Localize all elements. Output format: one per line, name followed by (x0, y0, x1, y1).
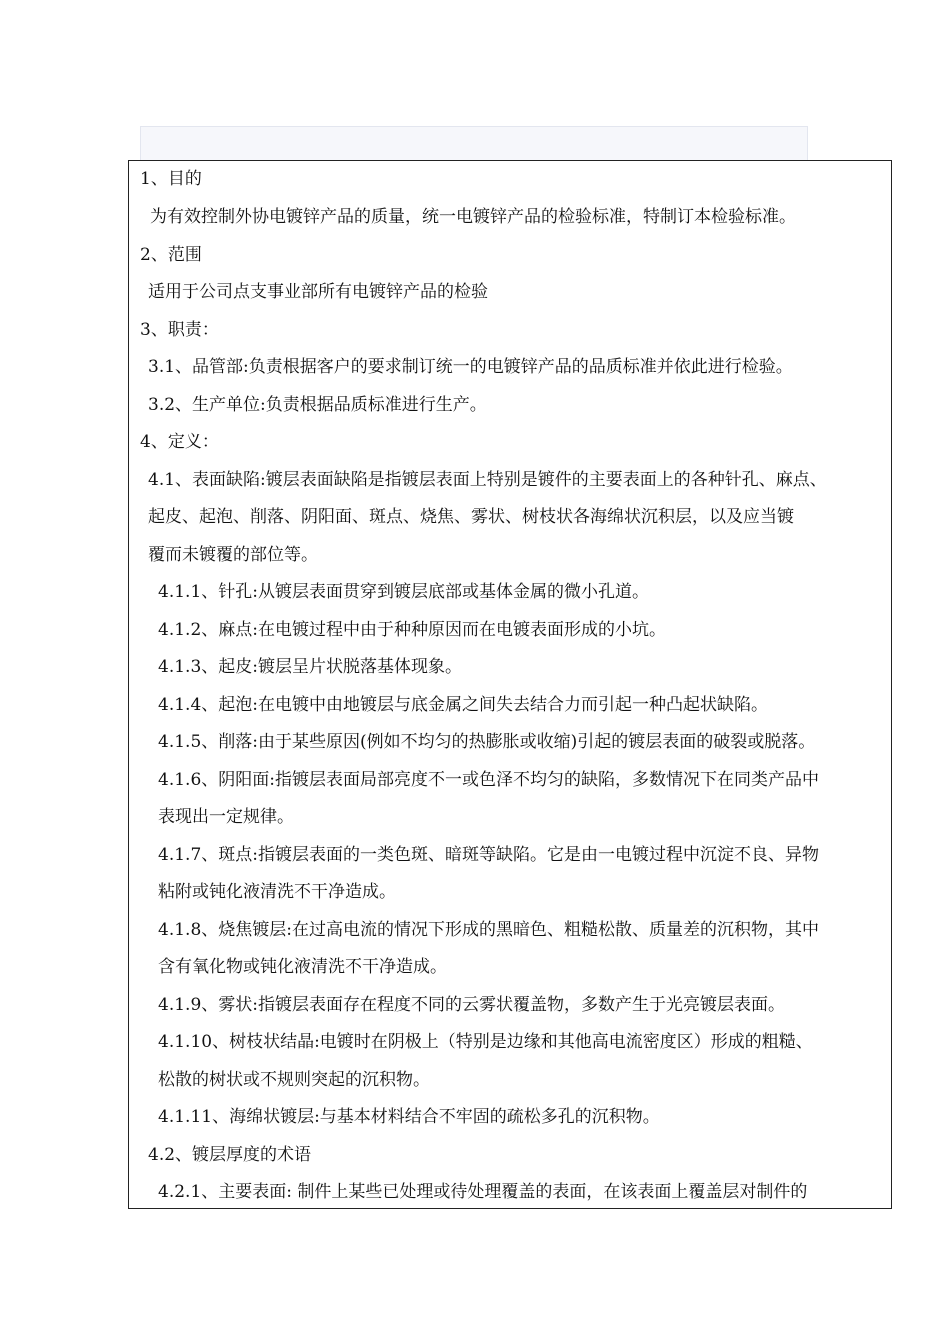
text-line: 松散的树状或不规则突起的沉积物。 (158, 1070, 430, 1090)
section-4-heading: 4、定义： (140, 432, 219, 452)
text-line: 4.1.1、针孔:从镀层表面贯穿到镀层底部或基体金属的微小孔道。 (158, 582, 649, 602)
text-line: 3.1、品管部:负责根据客户的要求制订统一的电镀锌产品的品质标准并依此进行检验。 (148, 357, 793, 377)
content-frame (128, 160, 892, 1209)
text-line: 表现出一定规律。 (158, 807, 294, 827)
text-line: 覆而未镀覆的部位等。 (148, 545, 318, 565)
text-line: 4.1.8、烧焦镀层:在过高电流的情况下形成的黑暗色、粗糙松散、质量差的沉积物，其中 (158, 920, 819, 940)
text-line: 4.1.5、削落:由于某些原因(例如不均匀的热膨胀或收缩)引起的镀层表面的破裂或脱落。 (158, 732, 816, 752)
section-3-heading: 3、职责： (140, 320, 219, 340)
text-line: 3.2、生产单位:负责根据品质标准进行生产。 (148, 395, 487, 415)
text-line: 4.2.1、主要表面: 制件上某些已处理或待处理覆盖的表面，在该表面上覆盖层对制件的 (158, 1182, 808, 1202)
text-line: 4.1.10、树枝状结晶:电镀时在阴极上（特别是边缘和其他高电流密度区）形成的粗糙、 (158, 1032, 813, 1052)
text-line: 适用于公司点支事业部所有电镀锌产品的检验 (148, 282, 488, 302)
text-line: 4.1.6、阴阳面:指镀层表面局部亮度不一或色泽不均匀的缺陷，多数情况下在同类产品中 (158, 770, 819, 790)
header-band (140, 126, 808, 160)
text-line: 4.1.2、麻点:在电镀过程中由于种种原因而在电镀表面形成的小坑。 (158, 620, 666, 640)
text-line: 4.2、镀层厚度的术语 (148, 1145, 312, 1165)
section-2-heading: 2、范围 (140, 245, 202, 265)
text-line: 粘附或钝化液清洗不干净造成。 (158, 882, 396, 902)
text-line: 4.1.9、雾状:指镀层表面存在程度不同的云雾状覆盖物，多数产生于光亮镀层表面。 (158, 995, 785, 1015)
text-line: 4.1.7、斑点:指镀层表面的一类色斑、暗斑等缺陷。它是由一电镀过程中沉淀不良、异物 (158, 845, 819, 865)
text-line: 4.1、表面缺陷:镀层表面缺陷是指镀层表面上特别是镀件的主要表面上的各种针孔、麻点、 (148, 470, 827, 490)
text-line: 4.1.4、起泡:在电镀中由地镀层与底金属之间失去结合力而引起一种凸起状缺陷。 (158, 695, 768, 715)
text-line: 4.1.11、海绵状镀层:与基本材料结合不牢固的疏松多孔的沉积物。 (158, 1107, 660, 1127)
text-line: 为有效控制外协电镀锌产品的质量，统一电镀锌产品的检验标准，特制订本检验标准。 (150, 207, 796, 227)
text-line: 含有氧化物或钝化液清洗不干净造成。 (158, 957, 447, 977)
section-1-heading: 1、目的 (140, 169, 202, 189)
text-line: 4.1.3、起皮:镀层呈片状脱落基体现象。 (158, 657, 462, 677)
text-line: 起皮、起泡、削落、阴阳面、斑点、烧焦、雾状、树枝状各海绵状沉积层，以及应当镀 (148, 507, 794, 527)
